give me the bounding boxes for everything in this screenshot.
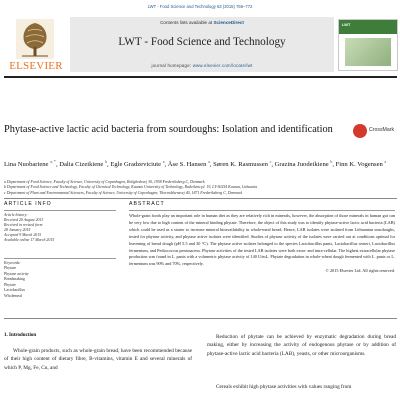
history-line: Accepted 9 March 2015 [4,233,42,238]
keyword: Phytase activity [4,271,29,276]
intro-paragraph: Reduction of phytate can be achieved by enzymatic degradation during bread making, either by increasing the activity of endogenous phytase or by addition of phytase-active lactic acid bacteria (LAB), yeasts, or other microorganisms. [207,334,396,357]
intro-paragraph: Cereals exhibit high phytase activities with values ranging from [216,384,352,390]
journal-homepage-line [70,63,334,68]
affiliation: c Department of Plant and Environmental Sciences, Faculty of Science, University of Copenhagen, Thorvaldsensvej 40, 1871 Frederiksberg C, Denmark [4,190,243,195]
affiliation: b Department of Food Science and Technology, Faculty of Chemical Technology, Kaunas University of Technology, Radvilenu pl. 19, LT-50254 Kaunas, Lithuania [4,185,258,190]
crossmark-label: CrossMark [369,127,395,133]
homepage-link[interactable]: www.elsevier.com/locate/lwt [192,63,253,68]
masthead-center [70,17,334,72]
section-heading-introduction: 1. Introduction [4,333,37,338]
history-line: Received in revised form [4,223,43,228]
history-label: Article history: [4,213,28,217]
article-title: Phytase-active lactic acid bacteria from sourdoughs: Isolation and identification [4,124,333,135]
crossmark-icon [353,124,367,138]
article-info-block [4,201,119,211]
history-line: Received 26 August 2013 [4,218,44,223]
cover-label: LWT [342,22,351,27]
contents-prefix: Contents lists available at [160,20,214,25]
intro-paragraph: Whole-grain products, such as whole-grain bread, have been recommended because of their high content of dietary fibre, B-vitamins, vitamin E and several minerals of which P, Mg, Fe, Cu, and [4,348,192,371]
masthead-divider [4,76,397,78]
article-info-rule [4,210,116,211]
journal-cover-thumbnail[interactable] [338,19,398,71]
history-line: 28 January 2015 [4,228,31,233]
elsevier-tree-icon [16,19,54,59]
journal-title[interactable]: LWT - Food Science and Technology [118,36,286,48]
author[interactable]: Egle Gradzeviciute $^a$ [110,159,165,169]
journal-masthead [4,17,397,72]
history-line: Available online 17 March 2015 [4,238,55,243]
keyword: Phytase [4,266,17,271]
abstract-divider [4,318,397,319]
publisher-name: ELSEVIER [9,60,63,72]
author[interactable]: Finn K. Vogensen $^a$ [335,159,387,169]
keyword: Wholemeal [4,294,22,299]
cover-image [345,38,391,66]
abstract-heading: ABSTRACT [129,201,165,207]
keywords-label: Keywords: [4,260,21,265]
copyright-notice: © 2015 Elsevier Ltd. All rights reserved. [325,268,395,274]
abstract-text [129,213,395,275]
abstract-paragraph: Whole-grain foods play an important role in human diet as they are relatively rich in minerals, however, the absorption of those minerals in human gut can be very low due to high content of the mineral binding phytate. Therefore, the object of this study was to identify phytase-active lactic acid bacteria (LAB) which could be used as a starter to increase mineral bioavailability in whole-meal bread. Hence, LAB isolates were isolated from Lithuanian sourdoughs, tested for phytase activity, and phytase active isolates were identified. Studies of phytase activity of the isolates were carried out at conditions optimal for leavening of bread dough (pH 5.5 and 30 °C). The phytase active isolates belonged to the species Lactobacillus panis, Lactobacillus reuteri, Lactobacillus fermentum, and Pediococcus pentosaceus. Phytase activities of the tested LAB isolates were both extra- and intra-cellular. The highest extracellular phytase production was found in L. panis with a volumetric phytase activity of 140 U/mL. Phytate degradation in whole-wheat dough fermented with L. panis or L. fermentum was 90% and 70%, respectively. [129,213,395,267]
abstract-header [129,201,395,211]
author[interactable]: Grazina Juodeikiene $^b$ [274,159,333,169]
affiliation: a Department of Food Science, Faculty of Science, University of Copenhagen, Rolighedsvej 30, 1958 Frederiksberg C, Denmark [4,180,205,184]
keywords-rule [4,258,116,259]
author[interactable]: Åse S. Hansen $^a$ [167,159,210,169]
crossmark-badge[interactable] [353,124,393,146]
keyword: Lactobacillus [4,288,25,293]
author[interactable]: Dalia Cizeikiene $^b$ [59,159,108,169]
keyword: Breadmaking [4,277,25,282]
article-history [4,213,116,244]
citation-line[interactable]: LWT - Food Science and Technology 63 (2015) 766–772 [147,4,253,9]
author[interactable]: Søren K. Rasmussen $^c$ [213,159,272,169]
abstract-rule [129,210,395,211]
homepage-prefix: journal homepage: [151,63,193,68]
author-list: Lina Nuobariene $^{a, *}$, Dalia Cizeikiene $^b$, Egle Gradzeviciute $^a$, Åse S. Hansen $^a$, Søren K. Rasmussen $^c$, Grazina Juodeikiene $^b$, Finn K. Vogensen $^a$ [4,159,387,169]
header-divider [4,198,397,199]
keywords-block [4,258,116,300]
author[interactable]: Lina Nuobariene $^{a, *}$ [4,159,56,169]
keyword: Phytate [4,282,16,287]
affiliations [4,180,396,196]
sciencedirect-link[interactable]: ScienceDirect [213,20,244,25]
elsevier-logo[interactable] [4,17,68,72]
contents-line [70,20,334,25]
article-info-heading: ARTICLE INFO [4,201,52,207]
